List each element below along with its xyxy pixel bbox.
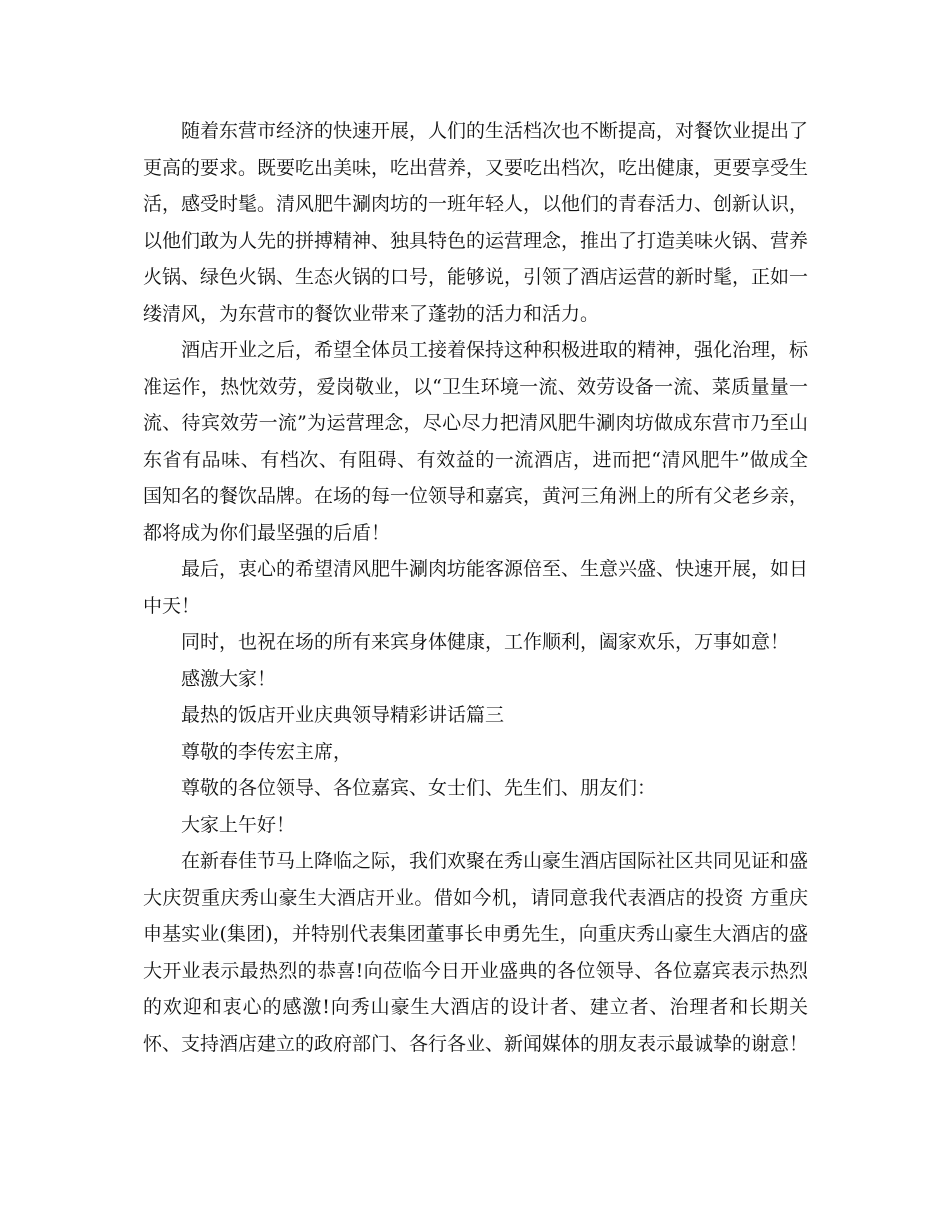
paragraph-blessing: 同时，也祝在场的所有来宾身体健康，工作顺利，阖家欢乐，万事如意！ xyxy=(181,631,790,653)
paragraph-thanks: 感激大家！ xyxy=(181,667,277,690)
greeting: 大家上午好！ xyxy=(181,813,296,836)
paragraph-final-wish: 最后，衷心的希望清风肥牛涮肉坊能客源倍至、生意兴盛、快速开展，如日中天！ xyxy=(143,558,809,617)
document-page xyxy=(143,113,808,1062)
salutation-guests: 尊敬的各位领导、各位嘉宾、女士们、先生们、朋友们： xyxy=(181,777,657,799)
paragraph-economy: 随着东营市经济的快速开展，人们的生活档次也不断提高，对餐饮业提出了更高的要求。既要吃出美味，吃出营养，又要吃出档次，吃出健康，更要享受生活，感受时髦。清风肥牛涮肉坊的一班年轻人，以他们的青春活力、创新认识，以他们敢为人先的拼搏精神、独具特色的运营理念，推出了打造美味火锅、营养火锅、绿色火锅、生态火锅的口号，能够说，引领了酒店运营的新时髦，正如一缕清风，为东营市的餐饮业带来了蓬勃的活力和活力。 xyxy=(143,120,809,325)
paragraph-celebration: 在新春佳节马上降临之际，我们欢聚在秀山豪生酒店国际社区共同见证和盛大庆贺重庆秀山豪生大酒店开业。借如今机，请同意我代表酒店的投资 方重庆申基实业(集团)，并特别代表集团董事长申勇先生，向重庆秀山豪生大酒店的盛大开业表示最热烈的恭喜!向莅临今日开业盛典的各位领导、各位嘉宾表示热烈的欢迎和衷心的感激!向秀山豪生大酒店的设计者、建立者、治理者和长期关怀、支持酒店建立的政府部门、各行各业、新闻媒体的朋友表示最诚挚的谢意！ xyxy=(143,850,809,1055)
salutation-chairman: 尊敬的李传宏主席， xyxy=(181,740,353,763)
section-heading: 最热的饭店开业庆典领导精彩讲话篇三 xyxy=(181,704,505,726)
paragraph-hotel-opening: 酒店开业之后，希望全体员工接着保持这种积极进取的精神，强化治理，标准运作，热忱效劳，爱岗敬业，以“卫生环境一流、效劳设备一流、菜质量量一流、待宾效劳一流”为运营理念，尽心尽力把清风肥牛涮肉坊做成东营市乃至山东省有品味、有档次、有阻碍、有效益的一流酒店，进而把“清风肥牛”做成全国知名的餐饮品牌。在场的每一位领导和嘉宾，黄河三角洲上的所有父老乡亲，都将成为你们最坚强的后盾！ xyxy=(143,339,809,544)
